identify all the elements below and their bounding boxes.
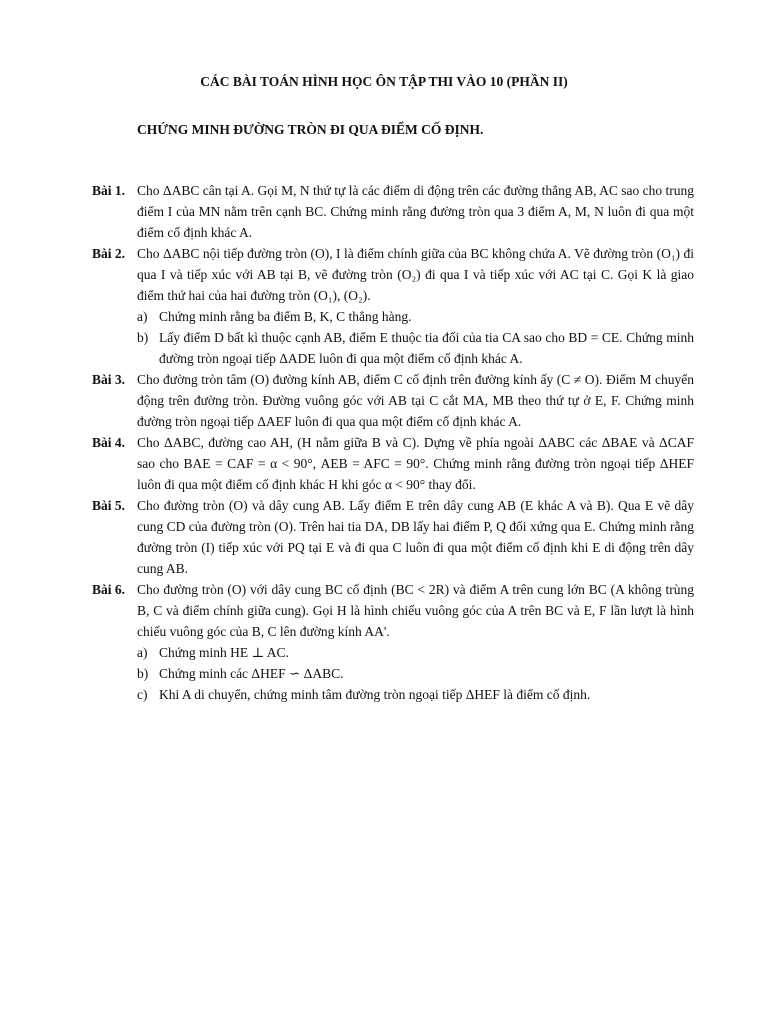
page-title: CÁC BÀI TOÁN HÌNH HỌC ÔN TẬP THI VÀO 10 (PHẦN II): [200, 74, 568, 89]
part-text: Khi A di chuyển, chứng minh tâm đường tròn ngoại tiếp ΔHEF là điểm cố định.: [159, 687, 591, 702]
problem-text: Cho ΔABC cân tại A. Gọi M, N thứ tự là các điểm di động trên các đường thẳng AB, AC sao cho trung điểm I của MN nằm trên cạnh BC. Chứng minh rằng đường tròn qua 3 điểm A, M, N luôn đi qua một điểm cố định khác A.: [137, 183, 694, 240]
problem-part: [137, 684, 694, 705]
problem-4: [92, 432, 694, 495]
problem-label: Bài 6.: [92, 582, 126, 597]
part-label: c): [137, 687, 148, 702]
part-text: Chứng minh các ΔHEF ∽ ΔABC.: [159, 666, 344, 681]
problem-part: [137, 642, 694, 663]
problem-label: Bài 4.: [92, 435, 126, 450]
part-label: b): [137, 330, 149, 345]
problem-text: Cho đường tròn (O) và dây cung AB. Lấy điểm E trên dây cung AB (E khác A và B). Qua E vẽ dây cung CD của đường tròn (O). Trên hai tia DA, DB lấy hai điểm P, Q đối xứng qua E. Chứng minh rằng đường tròn (I) tiếp xúc với PQ tại E và đi qua C luôn đi qua một điểm cố định khi E di động trên dây cung AB.: [137, 498, 694, 576]
section-heading: CHỨNG MINH ĐƯỜNG TRÒN ĐI QUA ĐIỂM CỐ ĐỊNH.: [137, 122, 484, 137]
problem-label: Bài 1.: [92, 183, 126, 198]
problem-label: Bài 3.: [92, 372, 126, 387]
problem-2: [92, 243, 694, 369]
part-label: a): [137, 309, 148, 324]
problem-text: Cho ΔABC, đường cao AH, (H nằm giữa B và C). Dựng về phía ngoài ΔABC các ΔBAE và ΔCAF sao cho BAE = CAF = α < 90°, AEB = AFC = 90°. Chứng minh rằng đường tròn ngoại tiếp ΔHEF luôn đi qua một điểm cố định khác H khi góc α < 90° thay đổi.: [137, 435, 694, 492]
part-text: Chứng minh rằng ba điểm B, K, C thẳng hàng.: [159, 309, 412, 324]
problem-6: [92, 579, 694, 705]
problem-1: [92, 180, 694, 243]
problem-part: [137, 327, 694, 369]
problem-text: Cho đường tròn tâm (O) đường kính AB, điểm C cố định trên đường kính ấy (C ≠ O). Điểm M chuyển động trên đường tròn. Đường vuông góc với AB tại C cắt MA, MB theo thứ tự ở E, F. Chứng minh đường tròn ngoại tiếp ΔAEF luôn đi qua qua một điểm cố định khác A.: [137, 372, 694, 429]
problem-list: [92, 180, 694, 705]
problem-part: [137, 663, 694, 684]
part-label: a): [137, 645, 148, 660]
problem-text: Cho đường tròn (O) với dây cung BC cố định (BC < 2R) và điểm A trên cung lớn BC (A không trùng B, C và điểm chính giữa cung). Gọi H là hình chiếu vuông góc của A trên BC và E, F lần lượt là hình chiếu vuông góc của B, C lên đường kính AA'.: [137, 582, 694, 639]
problem-text: Cho ΔABC nội tiếp đường tròn (O), I là điểm chính giữa của BC không chứa A. Vẽ đường tròn (O₁) đi qua I và tiếp xúc với AB tại B, vẽ đường tròn (O₂) đi qua I và tiếp xúc với AC tại C. Gọi K là giao điểm thứ hai của hai đường tròn (O₁), (O₂).: [137, 246, 694, 303]
problem-3: [92, 369, 694, 432]
problem-label: Bài 2.: [92, 246, 126, 261]
part-text: Chứng minh HE ⊥ AC.: [159, 645, 289, 660]
problem-part: [137, 306, 694, 327]
part-text: Lấy điểm D bất kì thuộc cạnh AB, điểm E thuộc tia đối của tia CA sao cho BD = CE. Chứng minh đường tròn ngoại tiếp ΔADE luôn đi qua một điểm cố định khác A.: [159, 330, 694, 366]
problem-label: Bài 5.: [92, 498, 126, 513]
problem-5: [92, 495, 694, 579]
part-label: b): [137, 666, 149, 681]
